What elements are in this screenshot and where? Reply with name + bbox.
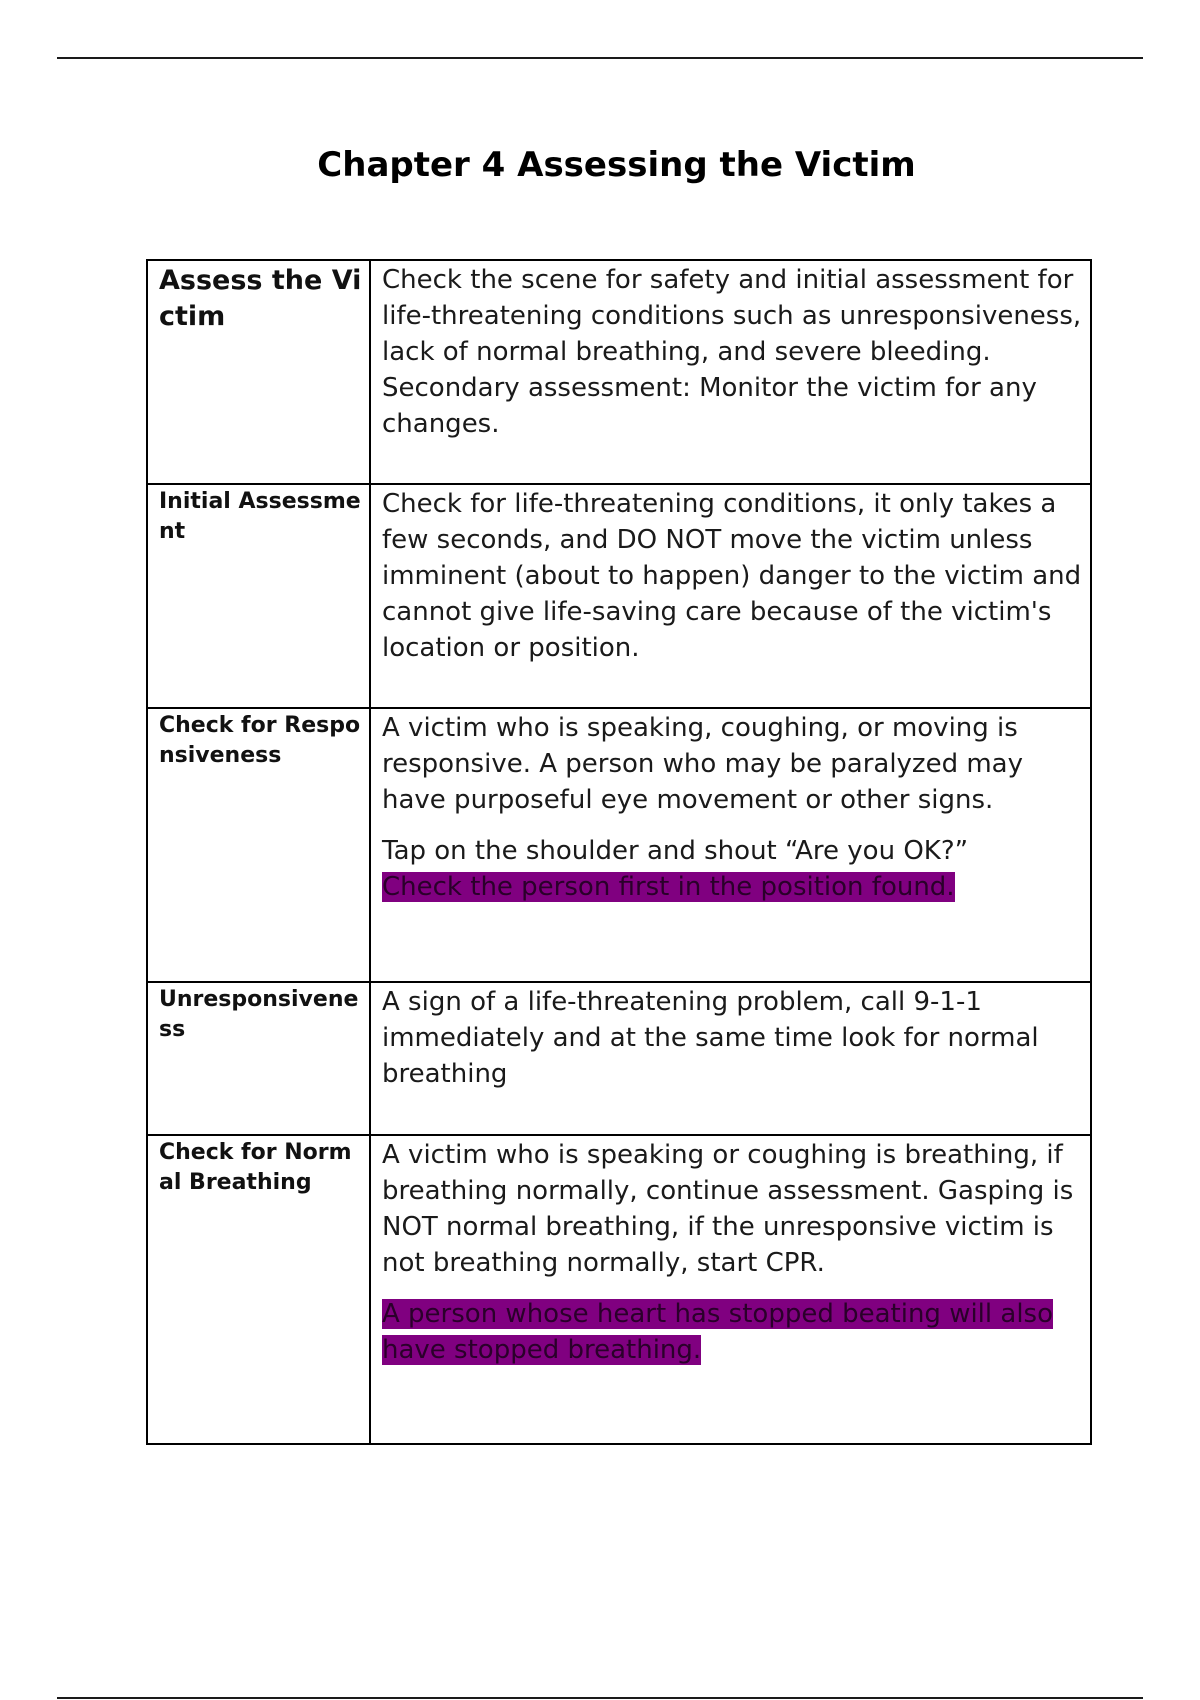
description-text: Check for life-threatening conditions, it only takes a few seconds, and DO NOT move the victim unless imminent (about to happen) danger to the victim and cannot give life-saving care because of the victim's location or position. [382, 489, 1082, 663]
term-cell [147, 260, 370, 484]
footer-rule [57, 1697, 1143, 1699]
term-initial-assessment: Initial Assessment [159, 489, 361, 544]
term-cell [147, 1135, 370, 1444]
term-cell [147, 484, 370, 708]
description-text: A sign of a life-threatening problem, call 9-1-1 immediately and at the same time look for normal breathing [382, 987, 1039, 1089]
description-text: A victim who is speaking, coughing, or moving is responsive. A person who may be paralyzed may have purposeful eye movement or other signs. [382, 713, 1023, 815]
term-check-for-responsiveness: Check for Responsiveness [159, 713, 361, 768]
description-cell [370, 982, 1091, 1135]
table-row [147, 484, 1091, 708]
description-text: Check the scene for safety and initial assessment for life-threatening conditions such as unresponsiveness, lack of normal breathing, and severe bleeding. Secondary assessment: Monitor the victim for any changes. [382, 265, 1082, 439]
assessment-table [146, 259, 1092, 1445]
description-cell [370, 1135, 1091, 1444]
description-cell [370, 708, 1091, 982]
highlighted-text: A person whose heart has stopped beating will also have stopped breathing. [382, 1299, 1053, 1365]
highlighted-text: Check the person first in the position found. [382, 872, 955, 902]
term-assess-the-victim: Assess the Victim [159, 265, 362, 332]
table-row [147, 1135, 1091, 1444]
term-check-for-normal-breathing: Check for Normal Breathing [159, 1140, 352, 1195]
table-row [147, 260, 1091, 484]
description-cell [370, 484, 1091, 708]
term-cell [147, 708, 370, 982]
instruction-text: Tap on the shoulder and shout “Are you OK?” [382, 836, 969, 866]
description-cell [370, 260, 1091, 484]
table-row [147, 982, 1091, 1135]
description-text: A victim who is speaking or coughing is breathing, if breathing normally, continue assessment. Gasping is NOT normal breathing, if the unresponsive victim is not breathing normally, start CPR. [382, 1140, 1074, 1278]
description-text [371, 1295, 1090, 1368]
table-row [147, 708, 1091, 982]
term-unresponsiveness: Unresponsiveness [159, 987, 359, 1042]
header-rule [57, 57, 1143, 59]
term-cell [147, 982, 370, 1135]
description-text [371, 832, 1090, 905]
page-title: Chapter 4 Assessing the Victim [317, 145, 916, 185]
